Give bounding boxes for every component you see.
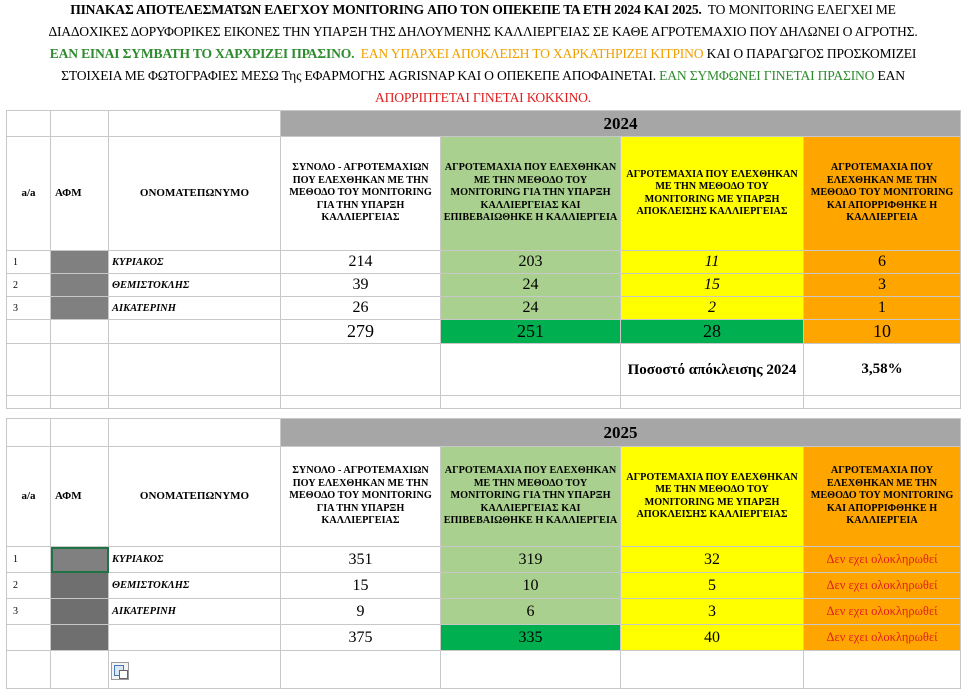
cell[interactable] xyxy=(7,625,51,651)
col-afm[interactable]: ΑΦΜ xyxy=(51,447,109,547)
cell[interactable] xyxy=(804,396,961,409)
row-total[interactable]: 26 xyxy=(281,297,441,320)
table-row xyxy=(7,573,961,599)
row-index[interactable]: 2 xyxy=(7,573,51,599)
col-name[interactable]: ΟΝΟΜΑΤΕΠΩΝΥΜΟ xyxy=(109,137,281,251)
afm-redacted[interactable] xyxy=(51,297,109,320)
header-line-4-a: ΣΤΟΙΧΕΙΑ ΜΕ ΦΩΤΟΓΡΑΦΙΕΣ ΜΕΣΩ Της ΕΦΑΡΜΟΓΗΣ AGRISNAP ΚΑΙ Ο ΟΠΕΚΕΠΕ ΑΠΟΦΑΙΝΕΤΑΙ. xyxy=(61,68,656,83)
row-confirmed[interactable]: 6 xyxy=(441,599,621,625)
row-name[interactable]: ΑΙΚΑΤΕΡΙΝΗ xyxy=(109,599,281,625)
cell[interactable] xyxy=(109,625,281,651)
row-total[interactable]: 214 xyxy=(281,251,441,274)
header-notes xyxy=(0,0,966,110)
row-excluded[interactable]: 3 xyxy=(621,599,804,625)
row-rejected[interactable]: 1 xyxy=(804,297,961,320)
row-rejected[interactable]: 6 xyxy=(804,251,961,274)
row-excluded[interactable]: 11 xyxy=(621,251,804,274)
paste-options-icon[interactable] xyxy=(111,662,129,680)
cell[interactable] xyxy=(51,396,109,409)
cell[interactable] xyxy=(109,111,281,137)
cell[interactable] xyxy=(7,651,51,689)
table-2025 xyxy=(6,418,961,689)
header-green-note: ΕΑΝ ΕΙΝΑΙ ΣΥΜΒΑΤΗ ΤΟ ΧΑΡΧΡΙΖΕΙ ΠΡΑΣΙΝΟ. xyxy=(49,46,355,61)
row-index[interactable]: 1 xyxy=(7,547,51,573)
total-rejected[interactable]: Δεν εχει ολοκληρωθεί xyxy=(804,625,961,651)
cell[interactable] xyxy=(109,320,281,344)
row-confirmed[interactable]: 203 xyxy=(441,251,621,274)
totals-row xyxy=(7,320,961,344)
row-index[interactable]: 1 xyxy=(7,251,51,274)
table-2024 xyxy=(6,110,961,409)
col-afm[interactable]: ΑΦΜ xyxy=(51,137,109,251)
total-excluded[interactable]: 40 xyxy=(621,625,804,651)
cell[interactable] xyxy=(804,651,961,689)
row-total[interactable]: 15 xyxy=(281,573,441,599)
cell[interactable] xyxy=(441,651,621,689)
cell[interactable] xyxy=(109,651,281,689)
col-confirmed[interactable]: ΑΓΡΟΤΕΜΑΧΙΑ ΠΟΥ ΕΛΕΧΘΗΚΑΝ ΜΕ ΤΗΝ ΜΕΘΟΔΟ ΤΟΥ MONITORING ΓΙΑ ΤΗΝ ΥΠΑΡΞΗ ΚΑΛΛΙΕΡΓΕΙΑΣ ΚΑΙ ΕΠΙΒΕΒΑΙΩΘΗΚΕ Η ΚΑΛΛΙΕΡΓΕΙΑ xyxy=(441,137,621,251)
exclusion-rate-value[interactable]: 3,58% xyxy=(804,344,961,396)
header-red-note: ΑΠΟΡΡΙΠΤΕΤΑΙ ΓΙΝΕΤΑΙ ΚΟΚΚΙΝΟ. xyxy=(374,90,592,105)
cell[interactable] xyxy=(281,396,441,409)
cell[interactable] xyxy=(7,111,51,137)
row-confirmed[interactable]: 24 xyxy=(441,274,621,297)
col-aa[interactable]: a/a xyxy=(7,447,51,547)
row-excluded[interactable]: 32 xyxy=(621,547,804,573)
total-rejected[interactable]: 10 xyxy=(804,320,961,344)
cell[interactable] xyxy=(281,651,441,689)
afm-redacted-selected[interactable] xyxy=(51,547,109,573)
header-line-2: ΔΙΑΔΟΧΙΚΕΣ ΔΟΡΥΦΟΡΙΚΕΣ ΕΙΚΟΝΕΣ ΤΗΝ ΥΠΑΡΞΗ ΤΗΣ ΔΗΛΟΥΜΕΝΗΣ ΚΑΛΛΙΕΡΓΕΙΑΣ ΣΕ ΚΑΘΕ ΑΓΡΟΤΕΜΑΧΙΟ ΠΟΥ ΔΗΛΩΝΕΙ Ο ΑΓΡΟΤΗΣ. xyxy=(48,24,918,39)
cell[interactable] xyxy=(7,419,51,447)
header-yellow-note: ΕΑΝ ΥΠΑΡΧΕΙ ΑΠΟΚΛΕΙΣΗ ΤΟ ΧΑΡΚΑΤΗΡΙΖΕΙ ΚΙΤΡΙΝΟ xyxy=(360,46,704,61)
header-title: ΠΙΝΑΚΑΣ ΑΠΟΤΕΛΕΣΜΑΤΩΝ ΕΛΕΓΧΟΥ MONITORING ΑΠΟ ΤΟΝ ΟΠΕΚΕΠΕ ΤΑ ΕΤΗ 2024 ΚΑΙ 2025. xyxy=(70,2,702,17)
cell[interactable] xyxy=(441,344,621,396)
cell[interactable] xyxy=(109,419,281,447)
row-rejected[interactable]: 3 xyxy=(804,274,961,297)
col-aa[interactable]: a/a xyxy=(7,137,51,251)
cell[interactable] xyxy=(109,344,281,396)
total-total[interactable]: 375 xyxy=(281,625,441,651)
cell[interactable] xyxy=(621,651,804,689)
row-index[interactable]: 3 xyxy=(7,599,51,625)
totals-row xyxy=(7,625,961,651)
header-line-3-rest: ΚΑΙ Ο ΠΑΡΑΓΩΓΟΣ ΠΡΟΣΚΟΜΙΖΕΙ xyxy=(706,46,917,61)
row-name[interactable]: ΘΕΜΙΣΤΟΚΛΗΣ xyxy=(109,573,281,599)
cell[interactable] xyxy=(7,344,51,396)
total-total[interactable]: 279 xyxy=(281,320,441,344)
header-line-3 xyxy=(0,44,966,64)
row-rejected[interactable]: Δεν εχει ολοκληρωθεί xyxy=(804,573,961,599)
row-rejected[interactable]: Δεν εχει ολοκληρωθεί xyxy=(804,547,961,573)
total-confirmed[interactable]: 251 xyxy=(441,320,621,344)
afm-redacted[interactable] xyxy=(51,251,109,274)
afm-redacted[interactable] xyxy=(51,274,109,297)
row-excluded[interactable]: 2 xyxy=(621,297,804,320)
row-name[interactable]: ΑΙΚΑΤΕΡΙΝΗ xyxy=(109,297,281,320)
cell[interactable] xyxy=(7,396,51,409)
row-excluded[interactable]: 5 xyxy=(621,573,804,599)
col-excluded[interactable]: ΑΓΡΟΤΕΜΑΧΙΑ ΠΟΥ ΕΛΕΧΘΗΚΑΝ ΜΕ ΤΗΝ ΜΕΘΟΔΟ ΤΟΥ MONITORING ΜΕ ΥΠΑΡΞΗ ΑΠΟΚΛΕΙΣΗΣ ΚΑΛΛΙΕΡΓΕΙΑΣ xyxy=(621,447,804,547)
row-total[interactable]: 39 xyxy=(281,274,441,297)
col-total[interactable]: ΣΥΝΟΛΟ - ΑΓΡΟΤΕΜΑΧΙΩΝ ΠΟΥ ΕΛΕΧΘΗΚΑΝ ΜΕ ΤΗΝ ΜΕΘΟΔΟ ΤΟΥ MONITORING ΓΙΑ ΤΗΝ ΥΠΑΡΞΗ ΚΑΛΛΙΕΡΓΕΙΑΣ xyxy=(281,137,441,251)
row-total[interactable]: 351 xyxy=(281,547,441,573)
total-excluded[interactable]: 28 xyxy=(621,320,804,344)
row-name[interactable]: ΘΕΜΙΣΤΟΚΛΗΣ xyxy=(109,274,281,297)
exclusion-rate-label[interactable]: Ποσοστό απόκλεισης 2024 xyxy=(621,344,804,396)
header-line-1-rest: ΤΟ MONITORING ΕΛΕΓΧΕΙ ΜΕ xyxy=(707,2,896,17)
col-excluded[interactable]: ΑΓΡΟΤΕΜΑΧΙΑ ΠΟΥ ΕΛΕΧΘΗΚΑΝ ΜΕ ΤΗΝ ΜΕΘΟΔΟ ΤΟΥ MONITORING ΜΕ ΥΠΑΡΞΗ ΑΠΟΚΛΕΙΣΗΣ ΚΑΛΛΙΕΡΓΕΙΑΣ xyxy=(621,137,804,251)
table-row xyxy=(7,274,961,297)
row-name[interactable]: ΚΥΡΙΑΚΟΣ xyxy=(109,251,281,274)
year-header-2024[interactable]: 2024 xyxy=(281,111,961,137)
row-rejected[interactable]: Δεν εχει ολοκληρωθεί xyxy=(804,599,961,625)
header-line-1 xyxy=(0,0,966,20)
year-header-2025[interactable]: 2025 xyxy=(281,419,961,447)
row-confirmed[interactable]: 24 xyxy=(441,297,621,320)
table-row xyxy=(7,297,961,320)
table-row xyxy=(7,547,961,573)
row-total[interactable]: 9 xyxy=(281,599,441,625)
total-confirmed[interactable]: 335 xyxy=(441,625,621,651)
cell[interactable] xyxy=(7,320,51,344)
col-rejected[interactable]: ΑΓΡΟΤΕΜΑΧΙΑ ΠΟΥ ΕΛΕΧΘΗΚΑΝ ΜΕ ΤΗΝ ΜΕΘΟΔΟ ΤΟΥ MONITORING ΚΑΙ ΑΠΟΡΡΙΦΘΗΚΕ Η ΚΑΛΛΙΕΡΓΕΙΑ xyxy=(804,447,961,547)
row-name[interactable]: ΚΥΡΙΑΚΟΣ xyxy=(109,547,281,573)
col-confirmed[interactable]: ΑΓΡΟΤΕΜΑΧΙΑ ΠΟΥ ΕΛΕΧΘΗΚΑΝ ΜΕ ΤΗΝ ΜΕΘΟΔΟ ΤΟΥ MONITORING ΓΙΑ ΤΗΝ ΥΠΑΡΞΗ ΚΑΛΛΙΕΡΓΕΙΑΣ ΚΑΙ ΕΠΙΒΕΒΑΙΩΘΗΚΕ Η ΚΑΛΛΙΕΡΓΕΙΑ xyxy=(441,447,621,547)
header-line-4 xyxy=(0,66,966,86)
cell[interactable] xyxy=(621,396,804,409)
row-confirmed[interactable]: 319 xyxy=(441,547,621,573)
cell[interactable] xyxy=(51,651,109,689)
row-excluded[interactable]: 15 xyxy=(621,274,804,297)
cell[interactable] xyxy=(51,320,109,344)
cell[interactable] xyxy=(441,396,621,409)
cell[interactable] xyxy=(51,344,109,396)
header-line-4-rest: ΕΑΝ xyxy=(877,68,905,83)
row-index[interactable]: 3 xyxy=(7,297,51,320)
col-rejected[interactable]: ΑΓΡΟΤΕΜΑΧΙΑ ΠΟΥ ΕΛΕΧΘΗΚΑΝ ΜΕ ΤΗΝ ΜΕΘΟΔΟ ΤΟΥ MONITORING ΚΑΙ ΑΠΟΡΡΙΦΘΗΚΕ Η ΚΑΛΛΙΕΡΓΕΙΑ xyxy=(804,137,961,251)
cell[interactable] xyxy=(51,419,109,447)
afm-redacted[interactable] xyxy=(51,599,109,625)
col-total[interactable]: ΣΥΝΟΛΟ - ΑΓΡΟΤΕΜΑΧΙΩΝ ΠΟΥ ΕΛΕΧΘΗΚΑΝ ΜΕ ΤΗΝ ΜΕΘΟΔΟ ΤΟΥ MONITORING ΓΙΑ ΤΗΝ ΥΠΑΡΞΗ ΚΑΛΛΙΕΡΓΕΙΑΣ xyxy=(281,447,441,547)
header-green-note-2: ΕΑΝ ΣΥΜΦΩΝΕΙ ΓΙΝΕΤΑΙ ΠΡΑΣΙΝΟ xyxy=(659,68,875,83)
cell[interactable] xyxy=(51,111,109,137)
afm-redacted[interactable] xyxy=(51,573,109,599)
table-row xyxy=(7,251,961,274)
cell[interactable] xyxy=(109,396,281,409)
row-index[interactable]: 2 xyxy=(7,274,51,297)
table-row xyxy=(7,599,961,625)
row-confirmed[interactable]: 10 xyxy=(441,573,621,599)
afm-redacted[interactable] xyxy=(51,625,109,651)
col-name[interactable]: ΟΝΟΜΑΤΕΠΩΝΥΜΟ xyxy=(109,447,281,547)
cell[interactable] xyxy=(281,344,441,396)
